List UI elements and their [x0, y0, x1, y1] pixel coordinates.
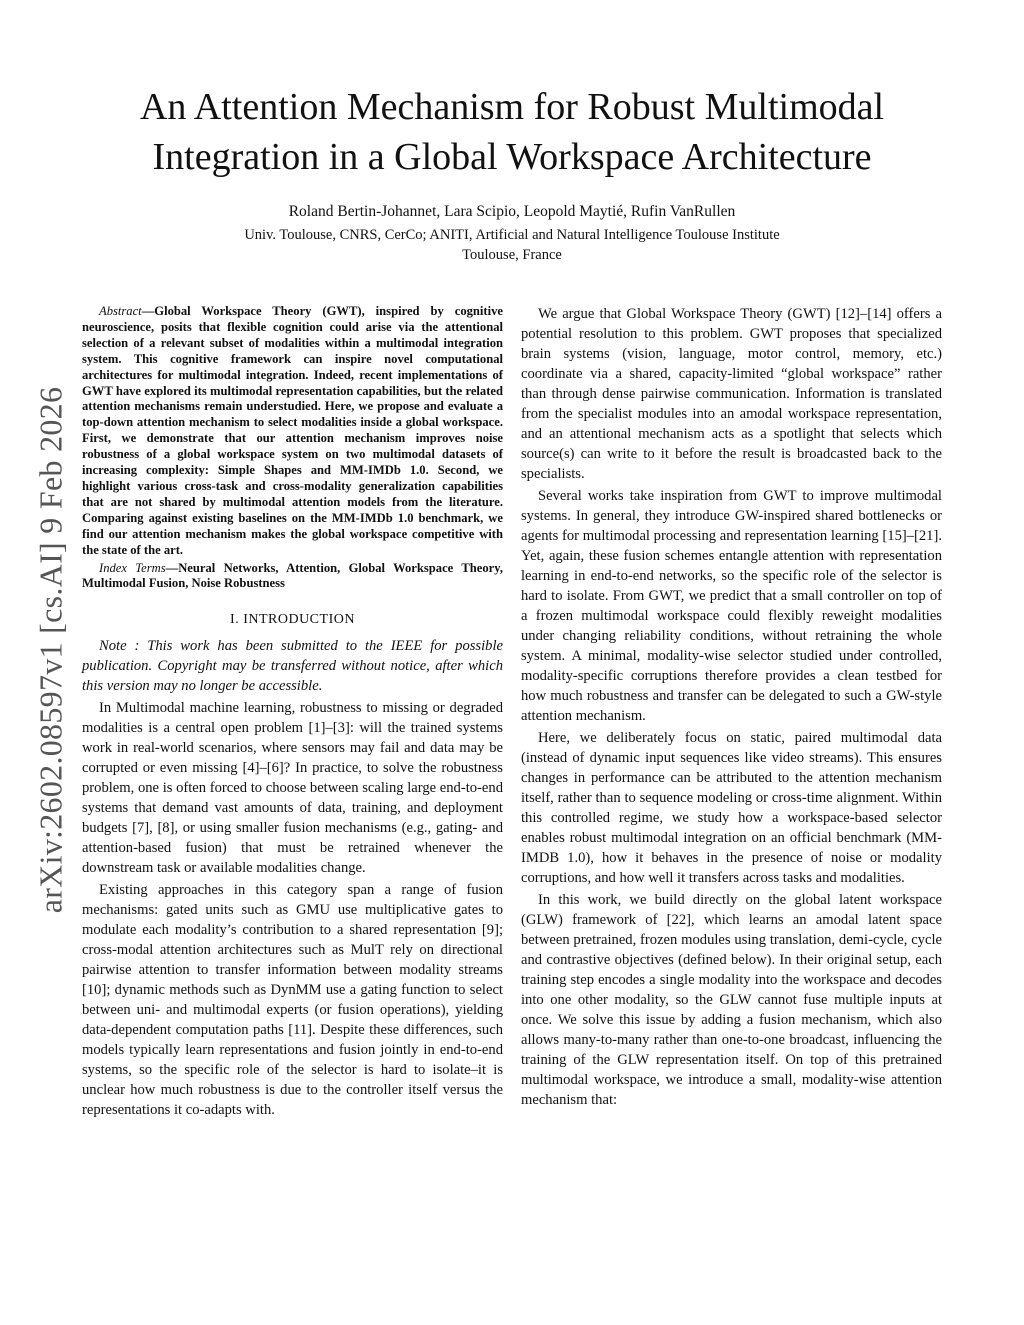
right-column	[521, 304, 942, 1110]
author-list: Roland Bertin-Johannet, Lara Scipio, Leopold Maytié, Rufin VanRullen	[288, 203, 736, 220]
intro-paragraph-2: Existing approaches in this category span a range of fusion mechanisms: gated units such as GMU use multiplicative gates to modulate each modality’s contribution to a shared representation [9]; cross-modal attention architectures such as MulT rely on directional pairwise attention to transfer information between modality streams [10]; dynamic methods such as DynMM use a gating function to select between uni- and multimodal experts (or fusion operations), yielding data-dependent computation paths [11]. Despite these differences, such models typically learn representations and fusion jointly in end-to-end systems, so the specific role of the selector is hard to isolate–it is unclear how much robustness is due to the controller itself versus the representations it co-adapts with.	[82, 882, 503, 1119]
intro-paragraph-4: Several works take inspiration from GWT to improve multimodal systems. In general, they introduce GW-inspired shared bottlenecks or agents for multimodal processing and representation learning [15]–[21]. Yet, again, these fusion schemes entangle attention with representation learning in end-to-end networks, so the specific role of the selector is hard to isolate. From GWT, we predict that a small controller on top of a frozen multimodal workspace could flexibly reweight modalities under changing reliability conditions, without retraining the whole system. A minimal, modality-wise selector studied under controlled, modality-specific corruptions therefore provides a clean testbed for how much robustness and transfer can be delegated to such a GW-style attention mechanism.	[521, 488, 942, 724]
submission-note: Note : This work has been submitted to the IEEE for possible publication. Copyright may be transferred without notice, after which this version may no longer be accessible.	[82, 638, 503, 695]
abstract-label: Abstract	[99, 304, 142, 318]
section-heading: I. INTRODUCTION	[230, 612, 355, 628]
arxiv-stamp-text: arXiv:2602.08597v1 [cs.AI] 9 Feb 2026	[32, 386, 69, 914]
title-line-2: Integration in a Global Workspace Architecture	[152, 136, 872, 178]
intro-paragraph-3: We argue that Global Workspace Theory (GWT) [12]–[14] offers a potential resolution to this problem. GWT proposes that specialized brain systems (vision, language, motor control, memory, etc.) coordinate via a shared, capacity-limited “global workspace” rather than through dense pairwise communication. Information is translated from the specialist modules into an amodal workspace representation, and an attentional mechanism acts as a spotlight that selects which source(s) can write to it before the result is broadcasted back to the specialists.	[521, 306, 942, 482]
intro-paragraph-5: Here, we deliberately focus on static, paired multimodal data (instead of dynamic input sequences like video streams). This ensures changes in performance can be attributed to the attention mechanism itself, rather than to sequence modeling or cross-time alignment. Within this controlled regime, we study how a workspace-based selector enables robust multimodal integration on an official benchmark (MM-IMDB 1.0), how it behaves in the presence of noise or modality corruptions, and how well it transfers across tasks and modalities.	[521, 730, 942, 886]
intro-paragraph-6: In this work, we build directly on the global latent workspace (GLW) framework of [22], which learns an amodal latent space between pretrained, frozen modules using translation, demi-cycle, cycle and contrastive objectives (defined below). In their original setup, each training step encodes a single modality into the workspace and decodes into one other modality, so the GLW cannot fuse multiple inputs at once. We solve this issue by adding a fusion mechanism, which also allows many-to-many rather than one-to-one broadcast, influencing the training of the GLW representation itself. On top of this pretrained multimodal workspace, we introduce a small, modality-wise attention mechanism that:	[521, 892, 942, 1108]
left-column	[82, 304, 503, 1120]
affiliation: Univ. Toulouse, CNRS, CerCo; ANITI, Artificial and Natural Intelligence Toulouse Institute	[244, 227, 780, 243]
index-terms	[82, 561, 503, 593]
abstract	[82, 304, 503, 592]
affiliation-block	[80, 225, 944, 265]
index-terms-text: —Neural Networks, Attention, Global Workspace Theory, Multimodal Fusion, Noise Robustness	[82, 560, 503, 591]
intro-paragraph-1: In Multimodal machine learning, robustness to missing or degraded modalities is a central open problem [1]–[3]: will the trained systems work in real-world scenarios, where sensors may fail and data may be corrupted or even missing [4]–[6]? In practice, to solve the robustness problem, one is often forced to choose between scaling large end-to-end systems that demand vast amounts of data, training, and deployment budgets [7], [8], or using smaller fusion mechanisms (e.g., gating- and attention-based fusion) that must be retrained whenever the downstream task or available modalities change.	[82, 700, 503, 877]
abstract-text: —Global Workspace Theory (GWT), inspired by cognitive neuroscience, posits that flexible cognition could arise via the attentional selection of a relevant subset of modalities within a multimodal integration system. This cognitive framework can inspire novel computational architectures for multimodal integration. Indeed, recent implementations of GWT have explored its multimodal representation capabilities, but the related attention mechanisms remain understudied. Here, we propose and evaluate a top-down attention mechanism to select modalities inside a global workspace. First, we demonstrate that our attention mechanism improves noise robustness of a global workspace system on two multimodal datasets of increasing complexity: Simple Shapes and MM-IMDb 1.0. Second, we highlight various cross-task and cross-modality generalization capabilities that are not shared by multimodal attention models from the literature. Comparing against existing baselines on the MM-IMDb 1.0 benchmark, we find our attention mechanism makes the global workspace competitive with the state of the art.	[82, 304, 503, 557]
abstract-paragraph	[82, 304, 503, 559]
paper-title	[80, 82, 944, 182]
title-line-1: An Attention Mechanism for Robust Multimodal	[139, 86, 885, 128]
location: Toulouse, France	[462, 247, 562, 263]
index-terms-label: Index Terms	[99, 560, 166, 575]
